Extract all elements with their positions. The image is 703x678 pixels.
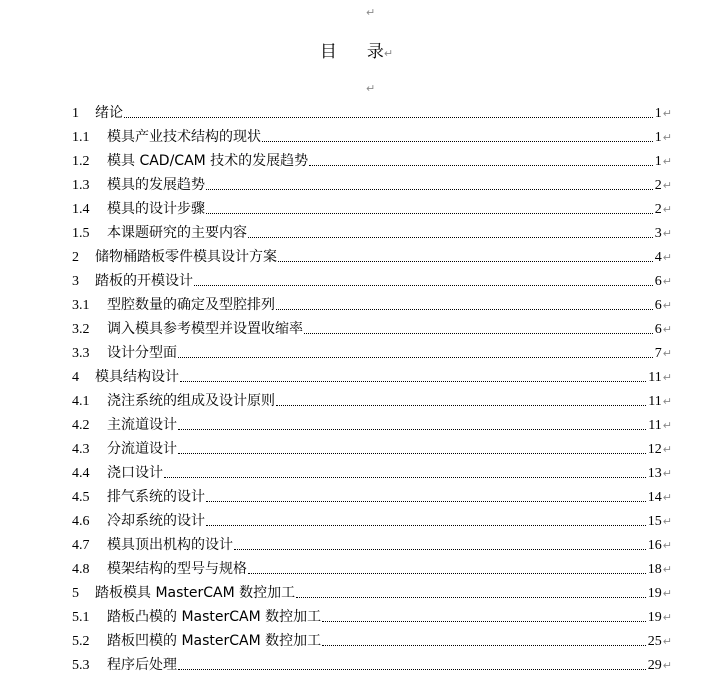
paragraph-mark: ↵ (662, 587, 672, 600)
toc-entry-label: 排气系统的设计 (107, 489, 205, 505)
toc-entry-page: 6 (654, 298, 662, 313)
toc-entry-number: 3.2 (72, 322, 90, 337)
dot-leader (164, 477, 646, 478)
dot-leader (248, 237, 653, 238)
toc-entry-label: 模具结构设计 (95, 369, 179, 385)
toc-entry[interactable] (72, 413, 672, 437)
toc-entry[interactable] (72, 533, 672, 557)
toc-entry[interactable] (72, 605, 672, 629)
toc-entry-page: 6 (654, 274, 662, 289)
paragraph-mark: ↵ (662, 323, 672, 336)
toc-entry-label: 踏板模具 MasterCAM 数控加工 (95, 585, 296, 601)
paragraph-mark: ↵ (366, 82, 376, 95)
toc-entry-label: 踏板的开模设计 (95, 273, 193, 289)
toc-entry-label: 主流道设计 (107, 417, 177, 433)
page-title (0, 40, 703, 66)
toc-entry-label: 储物桶踏板零件模具设计方案 (95, 249, 277, 265)
toc-entry-page: 6 (654, 322, 662, 337)
toc-entry-number: 3.1 (72, 298, 90, 313)
toc-entry-page: 19 (647, 610, 662, 625)
toc-entry-page: 7 (654, 346, 662, 361)
toc-entry-label: 模具顶出机构的设计 (107, 537, 233, 553)
toc-entry-page: 19 (647, 586, 662, 601)
toc-entry[interactable] (72, 341, 672, 365)
toc-entry-label: 踏板凸模的 MasterCAM 数控加工 (107, 609, 322, 625)
dot-leader (322, 621, 646, 622)
toc-entry[interactable] (72, 653, 672, 677)
toc-entry-number: 1.4 (72, 202, 90, 217)
toc-entry-label: 浇口设计 (107, 465, 163, 481)
table-of-contents (72, 101, 672, 677)
toc-entry-number: 1 (72, 106, 79, 121)
toc-entry-page: 16 (647, 538, 662, 553)
paragraph-mark: ↵ (662, 563, 672, 576)
toc-entry-label: 模具的发展趋势 (107, 177, 205, 193)
toc-entry-number: 4.4 (72, 466, 90, 481)
toc-entry-number: 4.8 (72, 562, 90, 577)
paragraph-mark: ↵ (662, 131, 672, 144)
paragraph-mark: ↵ (662, 251, 672, 264)
paragraph-mark: ↵ (662, 299, 672, 312)
toc-entry[interactable] (72, 221, 672, 245)
toc-entry-number: 4.2 (72, 418, 90, 433)
toc-entry[interactable] (72, 125, 672, 149)
paragraph-mark: ↵ (662, 419, 672, 432)
dot-leader (206, 189, 653, 190)
dot-leader (180, 381, 646, 382)
toc-entry-number: 1.3 (72, 178, 90, 193)
toc-entry-number: 1.2 (72, 154, 90, 169)
toc-entry-label: 调入模具参考模型并设置收缩率 (107, 321, 303, 337)
toc-entry-number: 2 (72, 250, 79, 265)
toc-entry-number: 3.3 (72, 346, 90, 361)
dot-leader (276, 405, 646, 406)
dot-leader (248, 573, 646, 574)
paragraph-mark: ↵ (662, 611, 672, 624)
paragraph-mark: ↵ (662, 371, 672, 384)
toc-entry-page: 3 (654, 226, 662, 241)
dot-leader (304, 333, 653, 334)
toc-entry-label: 分流道设计 (107, 441, 177, 457)
paragraph-mark: ↵ (662, 203, 672, 216)
toc-entry-page: 1 (654, 154, 662, 169)
toc-entry-label: 绪论 (95, 105, 123, 121)
toc-entry-page: 2 (654, 178, 662, 193)
dot-leader (178, 429, 646, 430)
paragraph-mark: ↵ (662, 107, 672, 120)
toc-entry-page: 2 (654, 202, 662, 217)
title-char-1: 目 (319, 42, 337, 62)
toc-entry-label: 本课题研究的主要内容 (107, 225, 247, 241)
toc-entry-page: 15 (647, 514, 662, 529)
dot-leader (278, 261, 653, 262)
toc-entry-label: 型腔数量的确定及型腔排列 (107, 297, 275, 313)
paragraph-mark: ↵ (662, 347, 672, 360)
paragraph-mark: ↵ (662, 467, 672, 480)
toc-entry-page: 14 (647, 490, 662, 505)
toc-entry-page: 1 (654, 130, 662, 145)
toc-entry-page: 12 (647, 442, 662, 457)
toc-entry-page: 13 (647, 466, 662, 481)
paragraph-mark: ↵ (662, 155, 672, 168)
toc-entry[interactable] (72, 317, 672, 341)
toc-entry[interactable] (72, 245, 672, 269)
toc-entry-page: 1 (654, 106, 662, 121)
toc-entry-number: 5.3 (72, 658, 90, 673)
toc-entry[interactable] (72, 293, 672, 317)
toc-entry-number: 4.1 (72, 394, 90, 409)
toc-entry-number: 4.3 (72, 442, 90, 457)
toc-entry[interactable] (72, 581, 672, 605)
paragraph-mark: ↵ (662, 443, 672, 456)
toc-entry-number: 1.5 (72, 226, 90, 241)
toc-entry[interactable] (72, 509, 672, 533)
dot-leader (276, 309, 653, 310)
toc-entry-label: 设计分型面 (107, 345, 177, 361)
paragraph-mark: ↵ (366, 6, 376, 19)
paragraph-mark: ↵ (662, 539, 672, 552)
dot-leader (206, 501, 646, 502)
paragraph-mark: ↵ (662, 227, 672, 240)
dot-leader (322, 645, 646, 646)
toc-entry-number: 1.1 (72, 130, 90, 145)
toc-entry-label: 模具 CAD/CAM 技术的发展趋势 (107, 153, 309, 169)
paragraph-mark: ↵ (662, 659, 672, 672)
toc-entry-page: 18 (647, 562, 662, 577)
toc-entry-number: 5.2 (72, 634, 90, 649)
dot-leader (124, 117, 653, 118)
toc-entry-number: 4.5 (72, 490, 90, 505)
toc-entry[interactable] (72, 557, 672, 581)
toc-entry-label: 程序后处理 (107, 657, 177, 673)
toc-entry[interactable] (72, 173, 672, 197)
toc-entry-label: 冷却系统的设计 (107, 513, 205, 529)
paragraph-mark: ↵ (662, 491, 672, 504)
toc-entry[interactable] (72, 629, 672, 653)
toc-entry[interactable] (72, 389, 672, 413)
toc-entry-label: 模具产业技术结构的现状 (107, 129, 261, 145)
toc-entry-number: 5.1 (72, 610, 90, 625)
toc-entry[interactable] (72, 461, 672, 485)
paragraph-mark: ↵ (383, 47, 394, 60)
toc-entry-label: 浇注系统的组成及设计原则 (107, 393, 275, 409)
dot-leader (309, 165, 653, 166)
paragraph-mark: ↵ (662, 635, 672, 648)
toc-entry[interactable] (72, 269, 672, 293)
toc-entry-label: 模架结构的型号与规格 (107, 561, 247, 577)
dot-leader (262, 141, 653, 142)
toc-entry[interactable] (72, 149, 672, 173)
toc-entry-number: 4 (72, 370, 79, 385)
toc-entry-label: 模具的设计步骤 (107, 201, 205, 217)
toc-entry[interactable] (72, 101, 672, 125)
paragraph-mark: ↵ (662, 275, 672, 288)
dot-leader (194, 285, 653, 286)
toc-entry[interactable] (72, 485, 672, 509)
toc-entry-page: 29 (647, 658, 662, 673)
toc-entry[interactable] (72, 197, 672, 221)
toc-entry-page: 25 (647, 634, 662, 649)
toc-entry-number: 5 (72, 586, 79, 601)
toc-entry[interactable] (72, 437, 672, 461)
dot-leader (178, 357, 653, 358)
toc-entry-label: 踏板凹模的 MasterCAM 数控加工 (107, 633, 322, 649)
paragraph-mark: ↵ (662, 179, 672, 192)
toc-entry[interactable] (72, 365, 672, 389)
toc-entry-page: 4 (654, 250, 662, 265)
dot-leader (206, 525, 646, 526)
dot-leader (178, 669, 646, 670)
paragraph-mark: ↵ (662, 515, 672, 528)
toc-entry-page: 11 (648, 418, 662, 433)
toc-entry-number: 3 (72, 274, 79, 289)
paragraph-mark: ↵ (662, 395, 672, 408)
dot-leader (178, 453, 646, 454)
dot-leader (234, 549, 646, 550)
toc-entry-page: 11 (648, 370, 662, 385)
toc-entry-page: 11 (648, 394, 662, 409)
toc-entry-number: 4.7 (72, 538, 90, 553)
dot-leader (206, 213, 653, 214)
toc-entry-number: 4.6 (72, 514, 90, 529)
dot-leader (296, 597, 646, 598)
title-char-2: 录 (366, 42, 384, 62)
